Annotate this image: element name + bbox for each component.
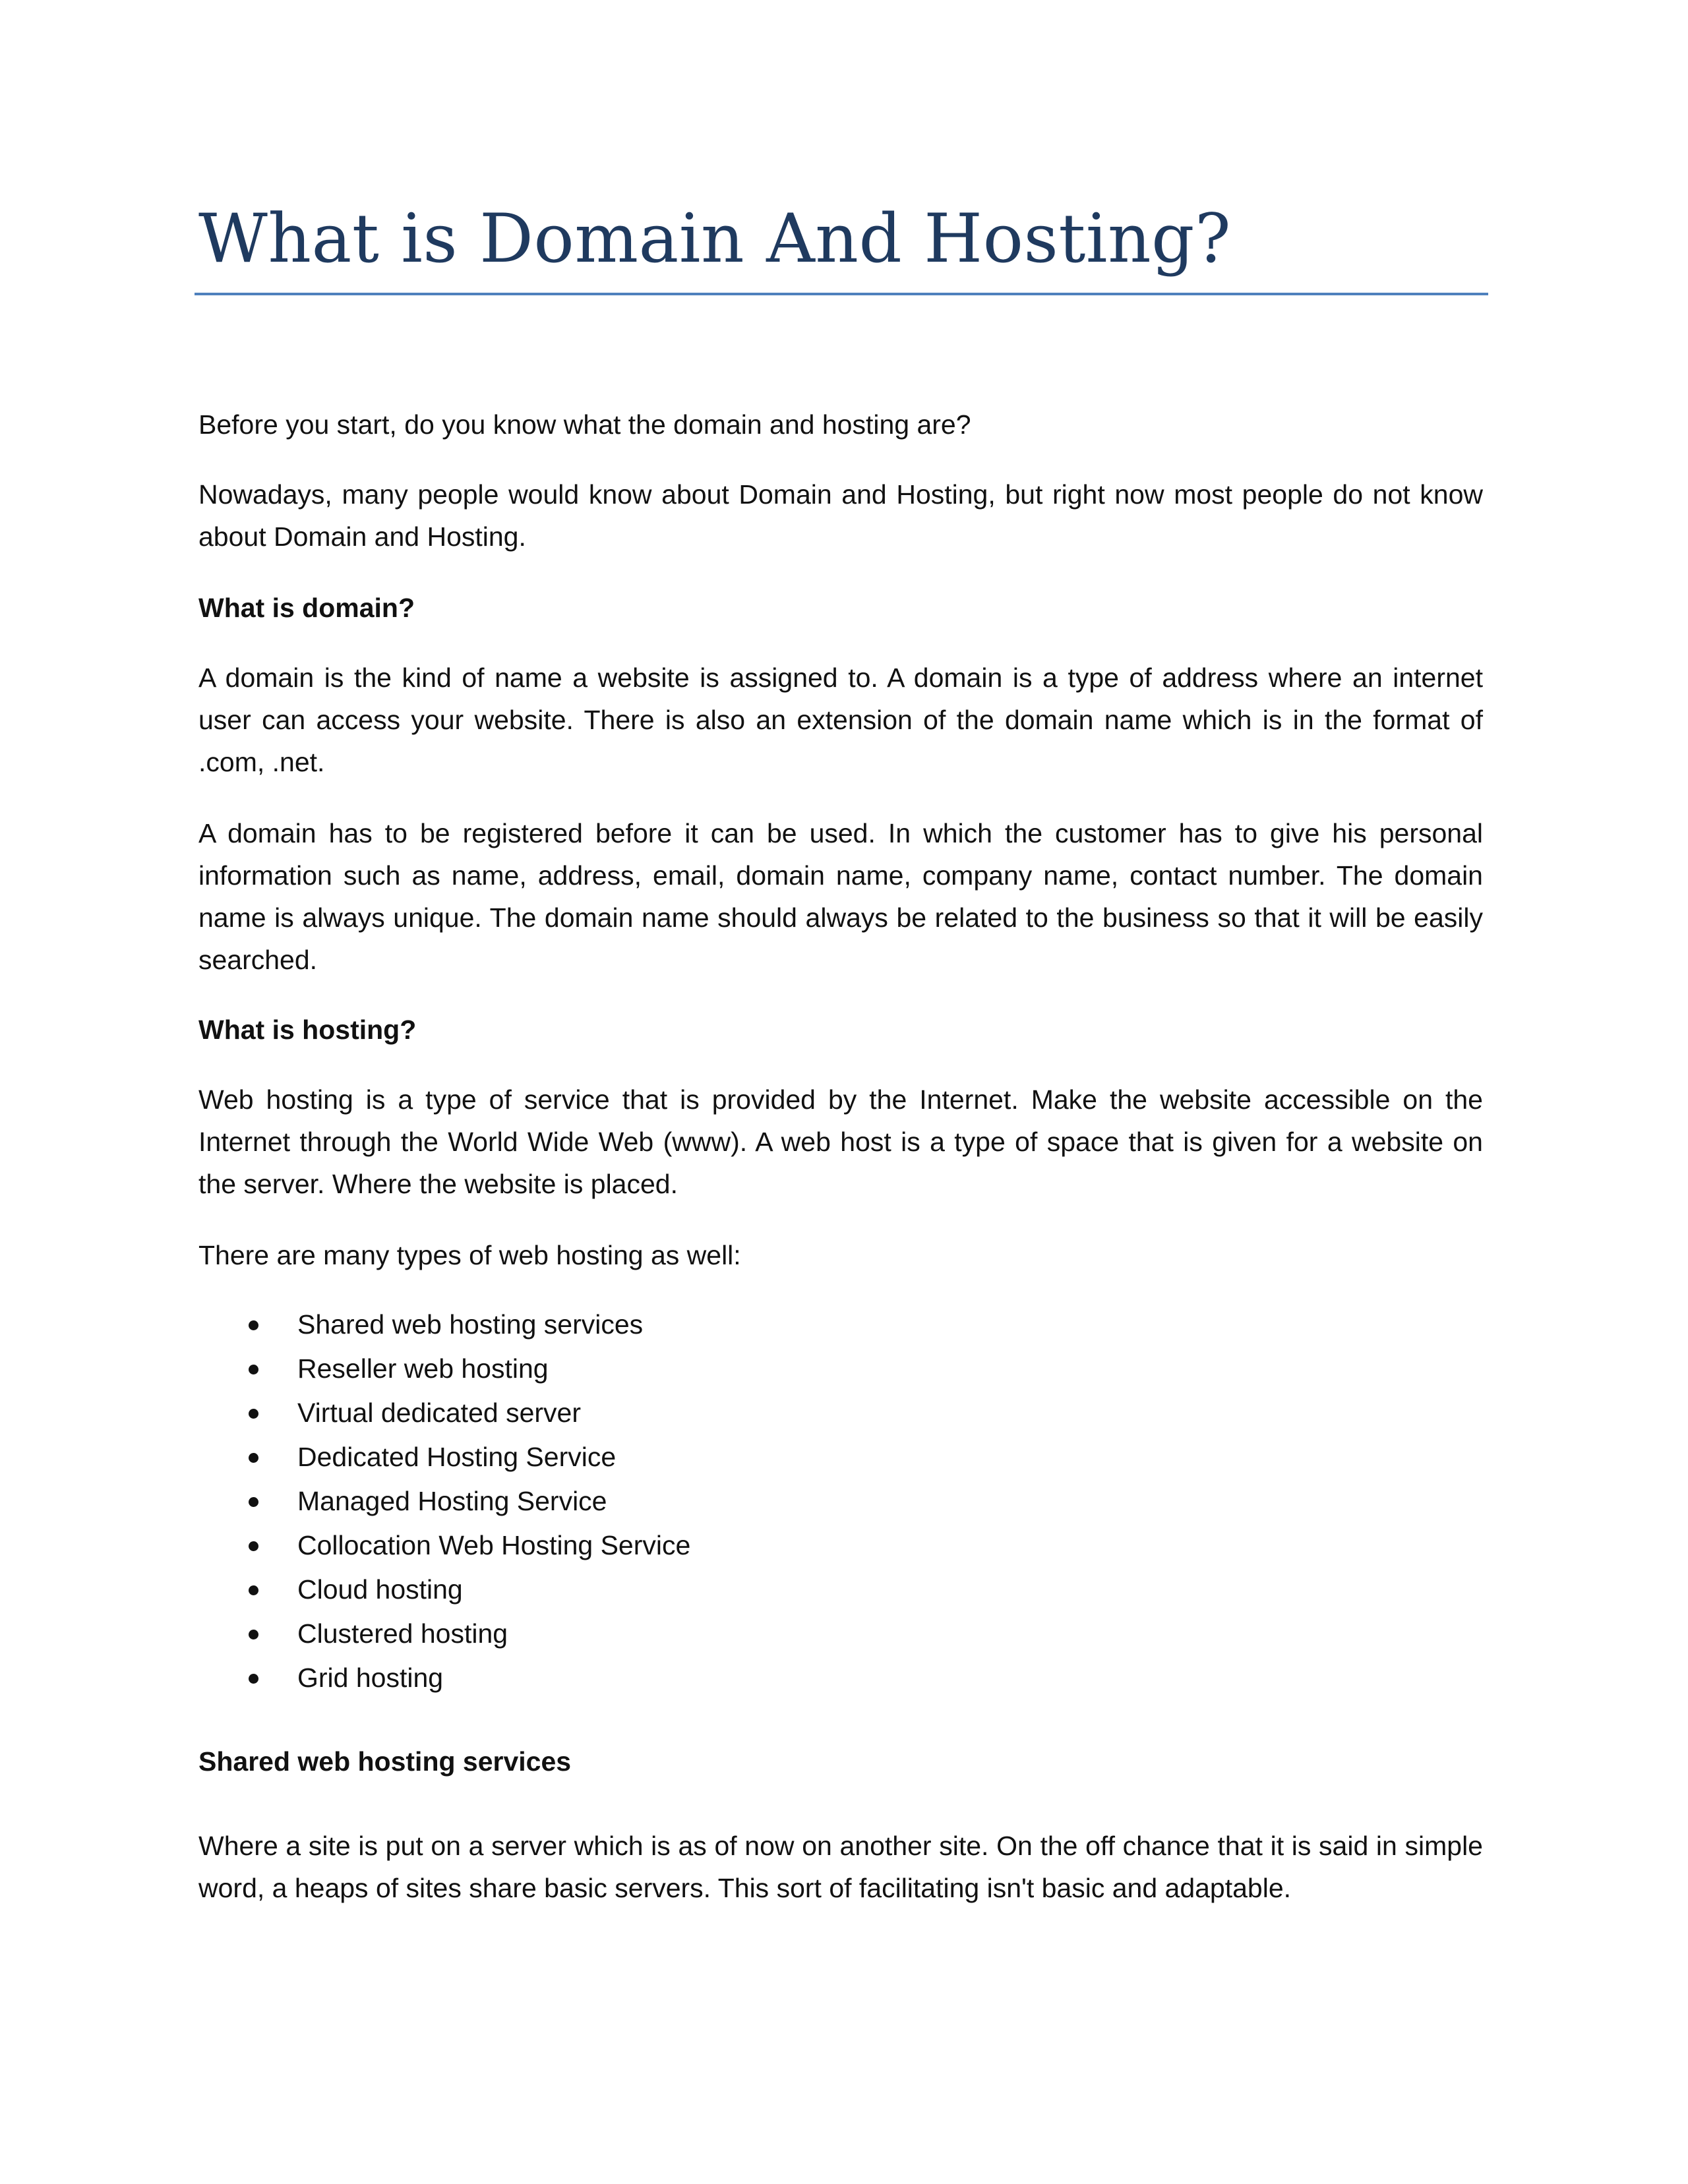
shared-hosting-paragraph: Where a site is put on a server which is as of now on another site. On the off chance that it is said in simple word, a heaps of sites share basic servers. This sort of facilitating isn't basic and adaptable. xyxy=(198,1831,1483,1903)
list-item-label: Reseller web hosting xyxy=(297,1353,549,1384)
list-item-label: Cloud hosting xyxy=(297,1574,463,1605)
bullet-icon xyxy=(249,1585,258,1595)
list-item-label: Shared web hosting services xyxy=(297,1309,644,1340)
hosting-definition-paragraph: Web hosting is a type of service that is provided by the Internet. Make the website accessible on the Internet through the World Wide Web (www). A web host is a type of space that is given for a website on the server. Where the website is placed. xyxy=(198,1084,1483,1199)
list-item-label: Grid hosting xyxy=(297,1663,444,1693)
bullet-icon xyxy=(249,1409,258,1419)
list-item-label: Dedicated Hosting Service xyxy=(297,1442,617,1472)
list-item-label: Managed Hosting Service xyxy=(297,1486,607,1516)
bullet-icon xyxy=(249,1453,258,1463)
bullet-icon xyxy=(249,1541,258,1551)
bullet-icon xyxy=(249,1320,258,1330)
list-item-label: Virtual dedicated server xyxy=(297,1398,581,1428)
title-underline xyxy=(195,293,1488,295)
bullet-icon xyxy=(249,1365,258,1374)
list-item-label: Collocation Web Hosting Service xyxy=(297,1530,691,1560)
bullet-icon xyxy=(249,1674,258,1684)
domain-registration-paragraph: A domain has to be registered before it can be used. In which the customer has to give his personal information such as name, address, email, domain name, company name, contact number. The domain name is always unique. The domain name should always be related to the business so that it will be easily searched. xyxy=(198,818,1483,975)
bullet-icon xyxy=(249,1497,258,1507)
nowadays-paragraph: Nowadays, many people would know about Domain and Hosting, but right now most people do not know about Domain and Hosting. xyxy=(198,479,1483,552)
bullet-icon xyxy=(249,1630,258,1639)
page-title: What is Domain And Hosting? xyxy=(198,200,1232,278)
domain-heading: What is domain? xyxy=(198,593,415,623)
hosting-heading: What is hosting? xyxy=(198,1015,417,1045)
domain-definition-paragraph: A domain is the kind of name a website is assigned to. A domain is a type of address where an internet user can access your website. There is also an extension of the domain name which is in the format of .com, .net. xyxy=(198,663,1483,777)
intro-paragraph: Before you start, do you know what the domain and hosting are? xyxy=(198,409,971,440)
shared-hosting-heading: Shared web hosting services xyxy=(198,1746,572,1777)
list-item-label: Clustered hosting xyxy=(297,1618,508,1649)
hosting-types-intro: There are many types of web hosting as well: xyxy=(198,1240,741,1270)
